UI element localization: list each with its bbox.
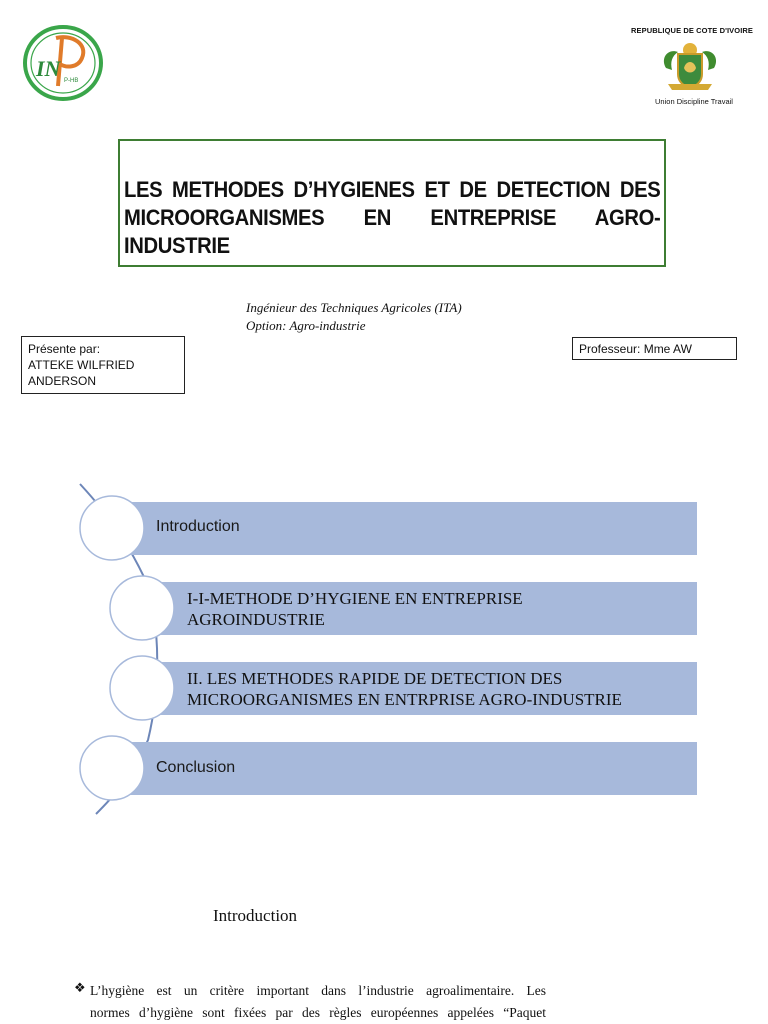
option-line: Option: Agro-industrie: [246, 318, 366, 333]
title-line-1: LES METHODES D’HYGIENES ET DE DETECTION DES: [124, 177, 661, 202]
outline-item-hygiene-methods: [187, 588, 523, 630]
degree-line: Ingénieur des Techniques Agricoles (ITA): [246, 300, 462, 315]
outline-item-2-line-2: AGROINDUSTRIE: [187, 610, 325, 629]
outline-item-2-line-1: I-I-METHODE D’HYGIENE EN ENTREPRISE: [187, 589, 523, 608]
outline-circle-1: [80, 496, 144, 560]
outline-item-3-line-2: MICROORGANISMES EN ENTRPRISE AGRO-INDUSTRIE: [187, 690, 622, 709]
logo-subtext: P-HB: [64, 78, 79, 84]
presenter-label: Présente par:: [28, 342, 101, 356]
intro-line-2: normes d’hygiène sont fixées par des règles européennes appelées “Paquet: [90, 1005, 546, 1020]
outline-item-introduction: Introduction: [156, 518, 240, 535]
professor-box: [572, 337, 737, 360]
presenter-name-line-2: ANDERSON: [28, 374, 97, 388]
outline-circle-3: [110, 656, 174, 720]
introduction-body: [74, 980, 546, 1024]
republic-title: REPUBLIQUE DE COTE D'IVOIRE: [631, 26, 753, 35]
professor-label: Professeur: Mme AW: [579, 342, 692, 356]
document-title: [124, 176, 660, 260]
presenter-name-line-1: ATTEKE WILFRIED: [28, 358, 135, 372]
introduction-heading: Introduction: [213, 906, 298, 925]
presenter-box: [21, 336, 185, 394]
logo-text: IN: [36, 56, 61, 81]
outline-circle-4: [80, 736, 144, 800]
intro-line-1: L’hygiène est un critère important dans l’industrie agroalimentaire. Les: [90, 983, 546, 998]
bullet-icon: ❖: [74, 980, 86, 995]
institute-logo: [22, 24, 104, 102]
outline-item-detection-methods: [187, 668, 622, 710]
title-line-2: MICROORGANISMES EN ENTREPRISE AGRO-INDUSTRIE: [124, 205, 661, 258]
outline-circle-2: [110, 576, 174, 640]
outline-item-conclusion: Conclusion: [156, 759, 236, 776]
coat-of-arms-icon: [658, 38, 722, 94]
national-motto: Union Discipline Travail: [655, 97, 733, 106]
outline-item-3-line-1: II. LES METHODES RAPIDE DE DETECTION DES: [187, 669, 563, 688]
